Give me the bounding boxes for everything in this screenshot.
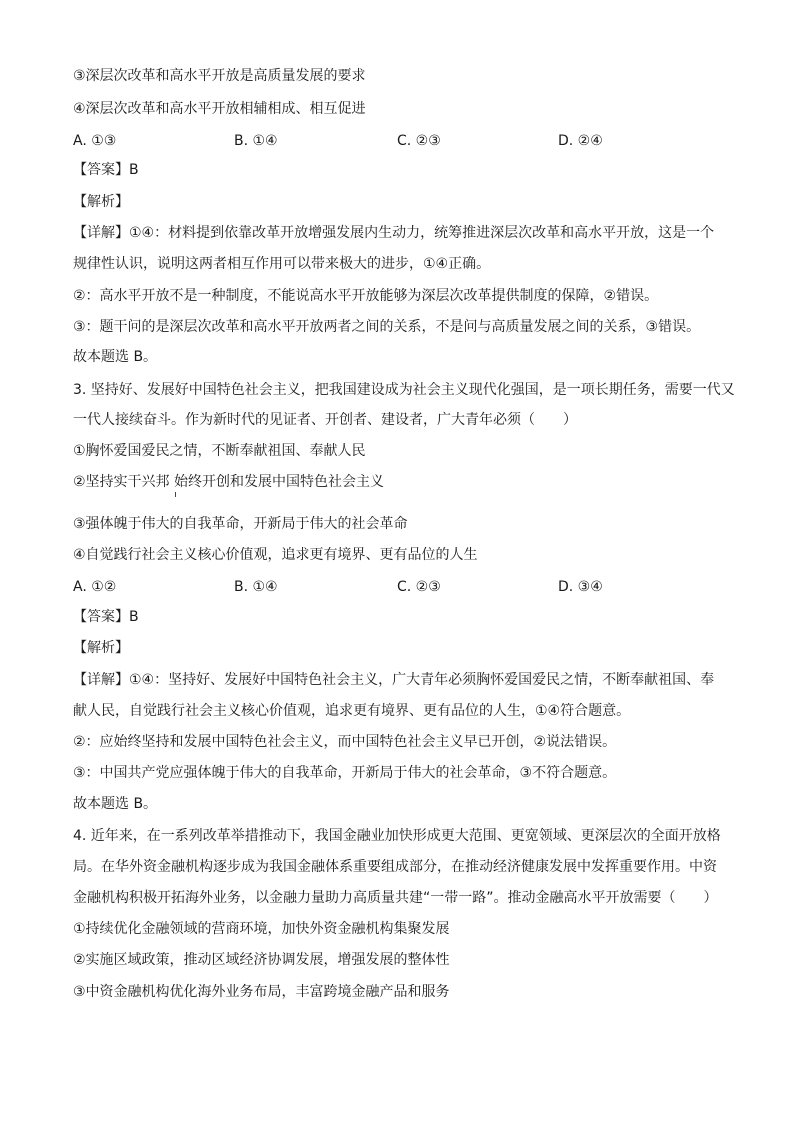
detail-paragraph-cont: 规律性认识，说明这两者相互作用可以带来极大的进步，①④正确。 <box>73 256 491 272</box>
question-4-item-2: ②实施区域政策，推动区域经济协调发展，增强发展的整体性 <box>73 952 450 968</box>
option-b: B. ①④ <box>234 579 278 595</box>
option-c: C. ②③ <box>397 579 441 595</box>
question-3-stem: 3. 坚持好、发展好中国特色社会主义，把我国建设成为社会主义现代化强国，是一项长期任务，需要一代又 <box>73 382 735 398</box>
conclusion-line: 故本题选 B。 <box>73 349 158 365</box>
answer-line: 【答案】B <box>73 162 139 178</box>
detail-item-3: ③：题干问的是深层次改革和高水平开放两者之间的关系，不是问与高质量发展之间的关系，③错误。 <box>73 319 701 335</box>
stray-mark <box>175 492 176 497</box>
choice-item-4: ④深层次改革和高水平开放相辅相成、相互促进 <box>73 101 366 117</box>
option-d: D. ②④ <box>558 133 603 149</box>
question-3-stem-cont: 一代人接续奋斗。作为新时代的见证者、开创者、建设者，广大青年必须（ ） <box>73 412 577 428</box>
answer-options <box>73 131 723 151</box>
conclusion-line: 故本题选 B。 <box>73 796 158 812</box>
option-a: A. ①② <box>73 579 117 595</box>
question-4-item-1: ①持续优化金融领域的营商环境，加快外资金融机构集聚发展 <box>73 921 450 937</box>
option-b: B. ①④ <box>234 133 278 149</box>
detail-item-2: ②：高水平开放不是一种制度，不能说高水平开放能够为深层次改革提供制度的保障，②错误。 <box>73 288 659 304</box>
detail-paragraph: 【详解】①④：坚持好、发展好中国特色社会主义，广大青年必须胸怀爱国爱民之情，不断奉献祖国、奉 <box>73 672 715 688</box>
question-3-item-3: ③强体魄于伟大的自我革命，开新局于伟大的社会革命 <box>73 516 408 532</box>
question-3-item-1: ①胸怀爱国爱民之情，不断奉献祖国、奉献人民 <box>73 443 366 459</box>
detail-item-2: ②：应始终坚持和发展中国特色社会主义，而中国特色社会主义早已开创，②说法错误。 <box>73 734 617 750</box>
question-3-item-4: ④自觉践行社会主义核心价值观，追求更有境界、更有品位的人生 <box>73 547 478 563</box>
analysis-label: 【解析】 <box>73 194 129 210</box>
detail-paragraph-cont: 献人民，自觉践行社会主义核心价值观，追求更有境界、更有品位的人生，①④符合题意。 <box>73 703 631 719</box>
option-d: D. ③④ <box>558 579 603 595</box>
option-a: A. ①③ <box>73 133 117 149</box>
detail-item-3: ③：中国共产党应强体魄于伟大的自我革命，开新局于伟大的社会革命，③不符合题意。 <box>73 765 617 781</box>
answer-options <box>73 577 723 597</box>
question-4-stem-cont-2: 金融机构积极开拓海外业务，以金融力量助力高质量共建“一带一路”。推动金融高水平开放需要（ ） <box>73 890 718 906</box>
question-4-stem: 4. 近年来，在一系列改革举措推动下，我国金融业加快形成更大范围、更宽领域、更深层次的全面开放格 <box>73 828 721 844</box>
question-4-stem-cont: 局。在华外资金融机构逐步成为我国金融体系重要组成部分，在推动经济健康发展中发挥重要作用。中资 <box>73 859 717 875</box>
analysis-label: 【解析】 <box>73 640 129 656</box>
choice-item-3: ③深层次改革和高水平开放是高质量发展的要求 <box>73 68 366 84</box>
detail-paragraph: 【详解】①④：材料提到依靠改革开放增强发展内生动力，统筹推进深层次改革和高水平开放，这是一个 <box>73 225 715 241</box>
answer-line: 【答案】B <box>73 609 139 625</box>
question-3-item-2: ②坚持实干兴邦 始终开创和发展中国特色社会主义 <box>73 474 384 490</box>
question-4-item-3: ③中资金融机构优化海外业务布局，丰富跨境金融产品和服务 <box>73 984 450 1000</box>
option-c: C. ②③ <box>397 133 441 149</box>
